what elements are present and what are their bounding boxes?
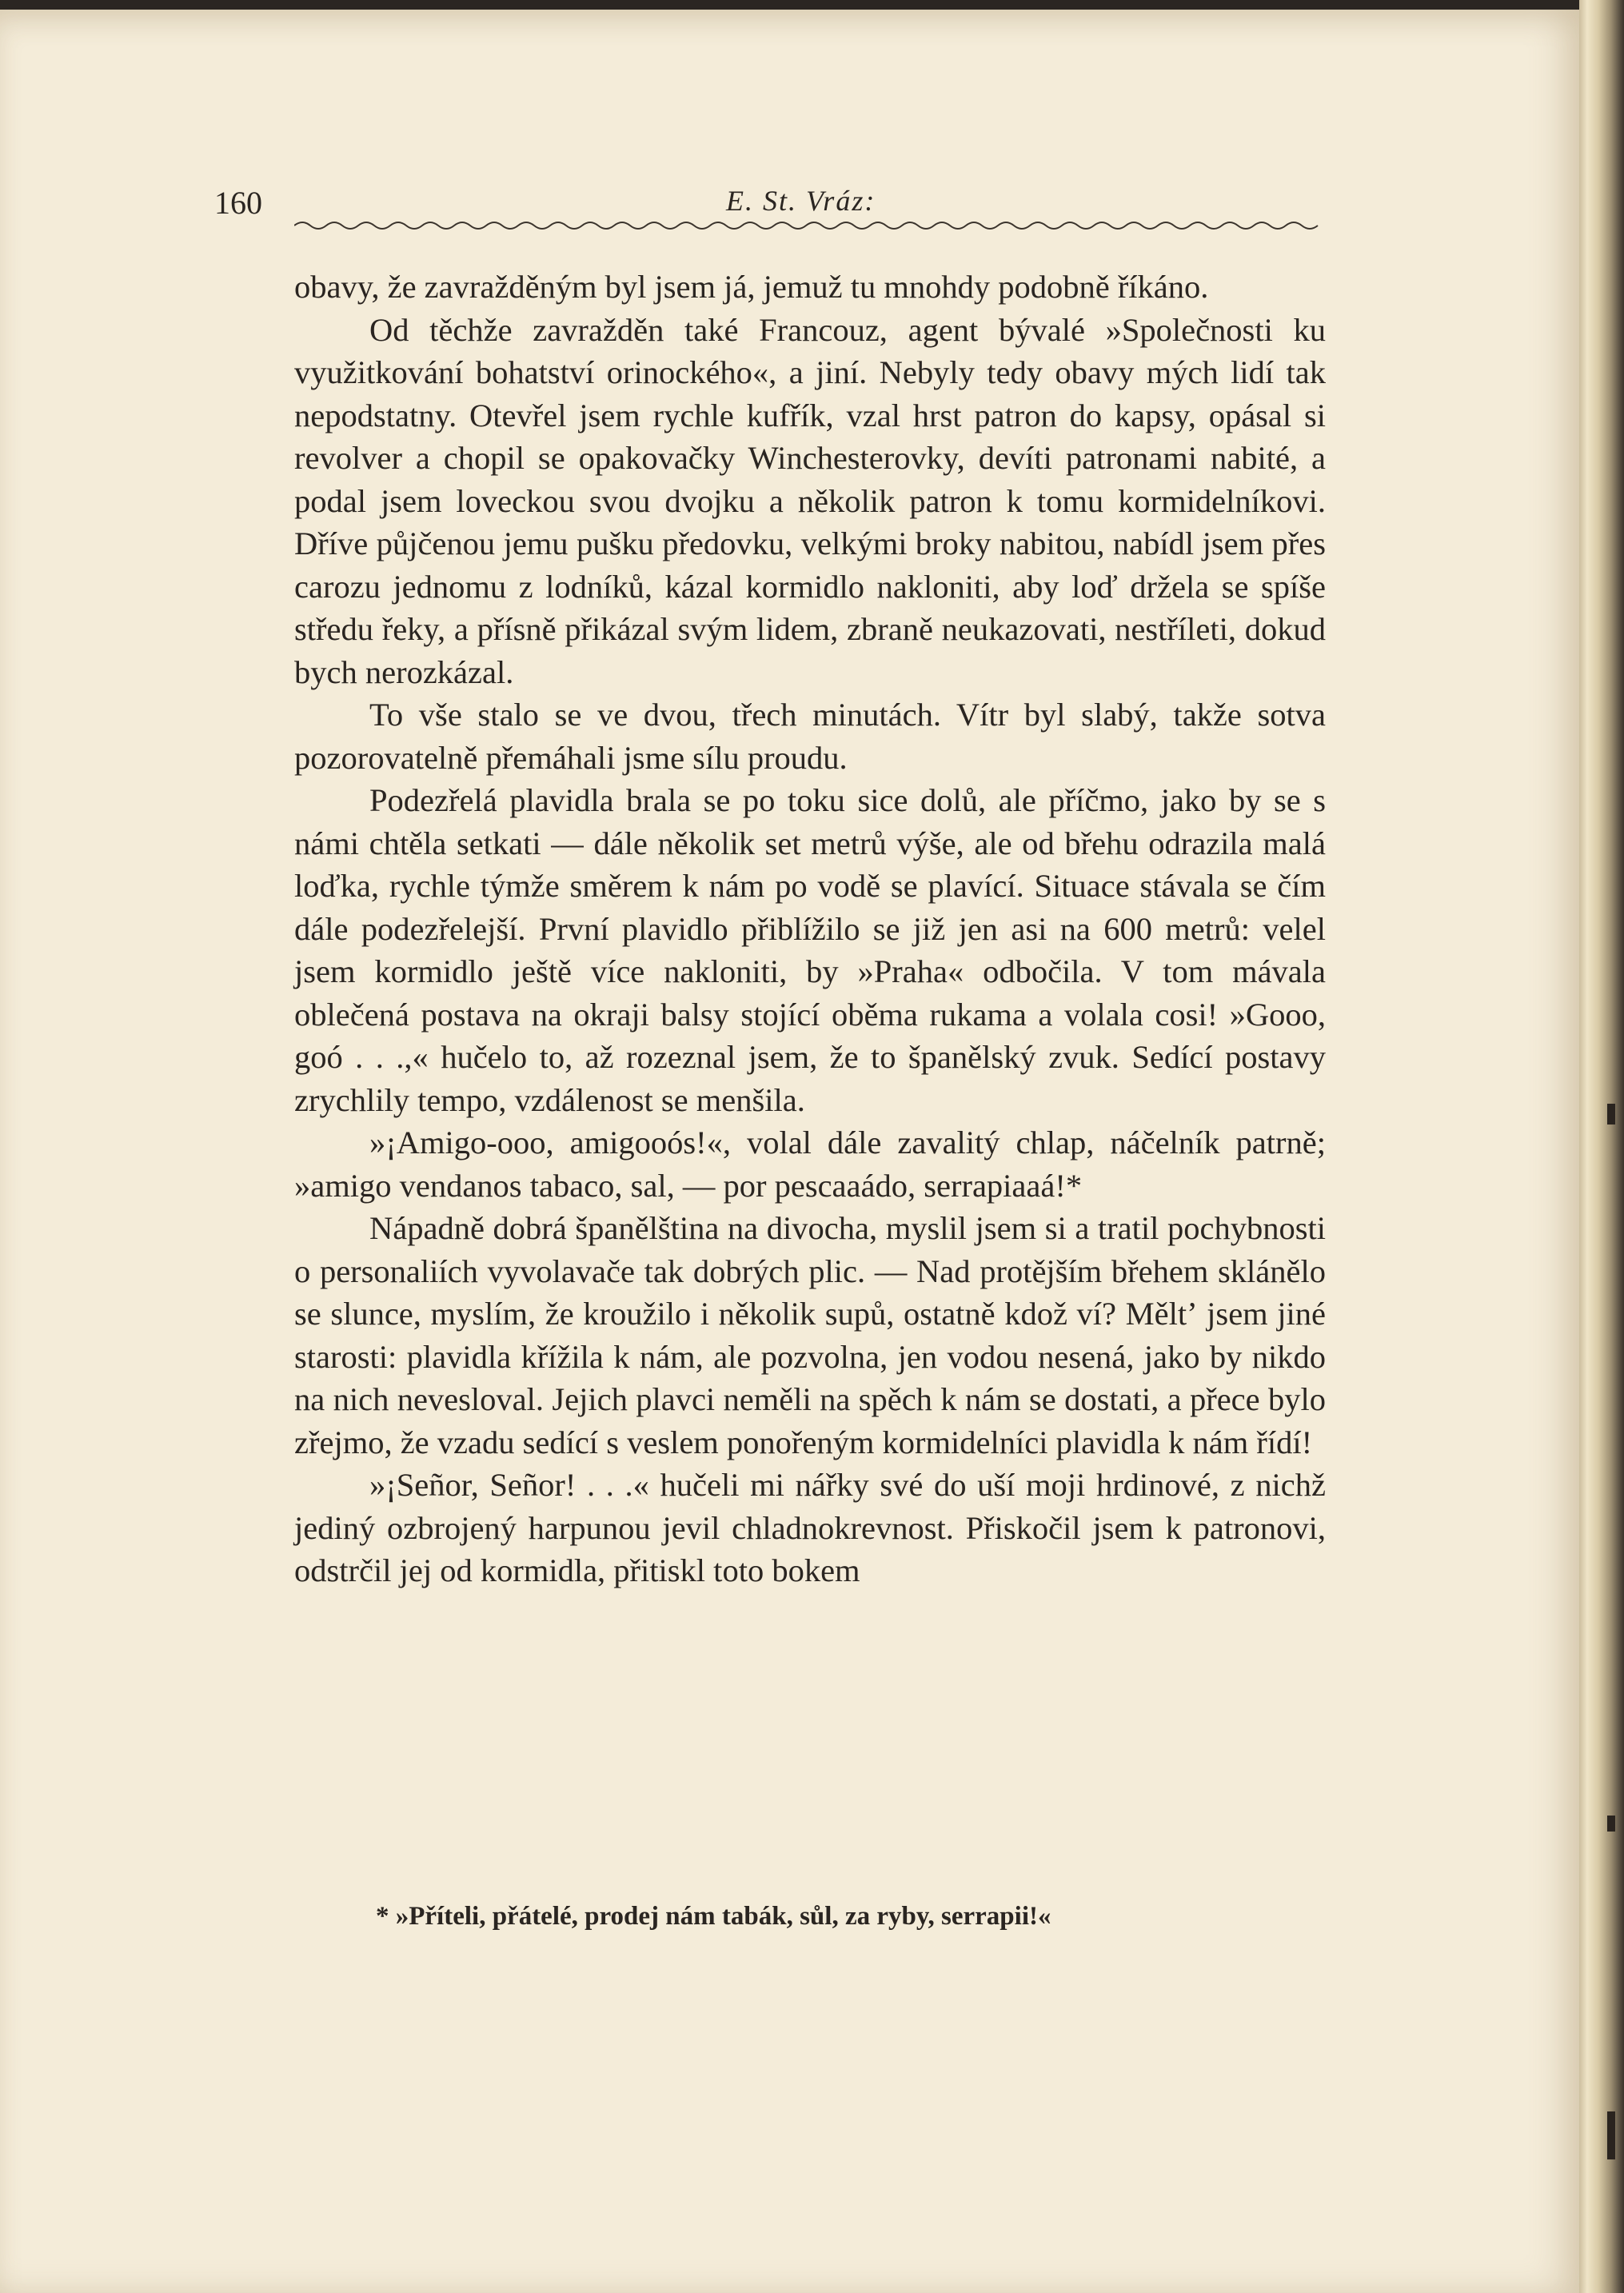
spine-mark <box>1607 1816 1615 1832</box>
paragraph: »¡Señor, Señor! . . .« hučeli mi nářky své do uší moji hrdinové, z nichž jediný ozbrojený harpunou jevil chladnokrevnost. Přiskočil jsem k patronovi, odstrčil jej od kormidla, přitiskl toto bokem <box>294 1467 1326 1588</box>
spine-mark <box>1607 1104 1615 1125</box>
running-head: E. St. Vráz: <box>726 185 876 217</box>
paragraph: To vše stalo se ve dvou, třech minutách. Vítr byl slabý, takže sotva pozorovatelně přemáhali jsme sílu proudu. <box>294 697 1326 776</box>
wavy-rule <box>294 219 1326 232</box>
paragraph: Podezřelá plavidla brala se po toku sice dolů, ale příčmo, jako by se s námi chtěla setkati — dále několik set metrů výše, ale od břehu odrazila malá loďka, rychle týmže směrem k nám po vodě se plavící. Situace stávala se čím dále podezřelejší. První plavidlo přiblížilo se již jen asi na 600 metrů: velel jsem kormidlo ještě více nakloniti, by »Praha« odbočila. V tom mávala oblečená postava na okraji balsy stojící oběma rukama a volala cosi! »Gooo, goó . . .,« hučelo to, až rozeznal jsem, že to španělský zvuk. Sedící postavy zrychlily tempo, vzdálenost se menšila. <box>294 782 1326 1118</box>
paragraph: Od těchže zavražděn také Francouz, agent bývalé »Společnosti ku využitkování bohatství orinockého«, a jiní. Nebyly tedy obavy mých lidí tak nepodstatny. Otevřel jsem rychle kufřík, vzal hrst patron do kapsy, opásal si revolver a chopil se opakovačky Winchesterovky, devíti patronami nabité, a podal jsem loveckou svou dvojku a několik patron k tomu kormidelníkovi. Dříve půjčenou jemu pušku předovku, velkými broky nabitou, nabídl jsem přes carozu jednomu z lodníků, kázal kormidlo nakloniti, aby loď držela se spíše středu řeky, a přísně přikázal svým lidem, zbraně neukazovati, nestříleti, dokud bych nerozkázal. <box>294 311 1326 690</box>
body-text <box>294 266 1326 1592</box>
footnote: * »Příteli, přátelé, prodej nám tabák, sůl, za ryby, serrapii!« <box>376 1902 1051 1931</box>
page-header <box>214 178 1326 226</box>
book-spine <box>1579 0 1624 2293</box>
paragraph: Nápadně dobrá španělština na divocha, myslil jsem si a tratil pochybnosti o personaliích vyvolavače tak dobrých plic. — Nad protějším břehem sklánělo se slunce, myslím, že kroužilo i několik supů, ostatně kdož ví? Měltʼ jsem jiné starosti: plavidla křížila k nám, ale pozvolna, jen vodou nesená, jako by nikdo na nich nevesloval. Jejich plavci neměli na spěch k nám se dostati, a přece bylo zřejmo, že vzadu sedící s veslem ponořeným kormidelníci plavidla k nám řídí! <box>294 1210 1326 1460</box>
book-page <box>0 10 1579 2293</box>
paragraph: obavy, že zavražděným byl jsem já, jemuž tu mnohdy podobně říkáno. <box>294 269 1209 305</box>
paragraph: »¡Amigo-ooo, amigooós!«, volal dále zavalitý chlap, náčelník patrně; »amigo vendanos tabaco, sal, — por pescaaádo, serrapiaaá!* <box>294 1125 1326 1204</box>
page-number: 160 <box>214 185 262 221</box>
spine-mark <box>1607 2111 1615 2159</box>
